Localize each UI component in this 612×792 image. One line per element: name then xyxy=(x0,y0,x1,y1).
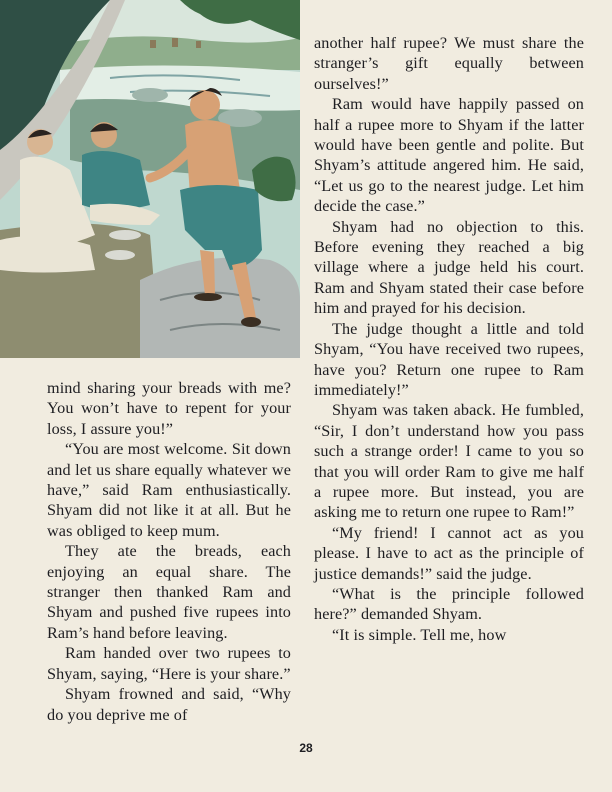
paragraph: They ate the breads, each enjoying an equal share. The stranger then thanked Ram and Shyam and pushed five rupees into Ram’s hand before leaving. xyxy=(47,542,291,642)
paragraph: another half rupee? We must share the stranger’s gift equally between ourselves!” xyxy=(314,34,584,93)
paragraph: Shyam was taken aback. He fumbled, “Sir, I don’t understand how you pass such a strange order! I came to you so that you will order Ram to give me half a rupee more. But instead, you are asking me to return one rupee to Ram!” xyxy=(314,401,584,522)
paragraph: Shyam had no objection to this. Before evening they reached a big village where a judge held his court. Ram and Shyam stated their case before him and prayed for his decision. xyxy=(314,217,584,318)
page-number: 28 xyxy=(299,741,313,755)
paragraph: The judge thought a little and told Shyam, “You have received two rupees, have you? Return one rupee to Ram immediately!” xyxy=(314,319,584,399)
left-text-column xyxy=(47,378,291,725)
right-text-column xyxy=(314,33,584,645)
paragraph: Ram handed over two rupees to Shyam, saying, “Here is your share.” xyxy=(47,644,291,683)
paragraph: Shyam frowned and said, “Why do you deprive me of xyxy=(47,685,291,724)
paragraph: “My friend! I cannot act as you please. I have to act as the principle of justice demands!” said the judge. xyxy=(314,523,584,583)
paragraph: “What is the principle followed here?” demanded Shyam. xyxy=(314,584,584,624)
illustration-drawing xyxy=(0,0,300,358)
paragraph: Ram would have happily passed on half a rupee more to Shyam if the latter would have been gentle and polite. But Shyam’s attitude angered him. He said, “Let us go to the nearest judge. Let him decide the case.” xyxy=(314,95,584,216)
story-illustration xyxy=(0,0,300,358)
paragraph: “You are most welcome. Sit down and let us share equally whatever we have,” said Ram enthusiastically. Shyam did not like it at all. But he was obliged to keep mum. xyxy=(47,440,291,540)
paragraph: mind sharing your breads with me? You won’t have to repent for your loss, I assure you!” xyxy=(47,379,291,438)
paragraph: “It is simple. Tell me, how xyxy=(332,625,507,644)
